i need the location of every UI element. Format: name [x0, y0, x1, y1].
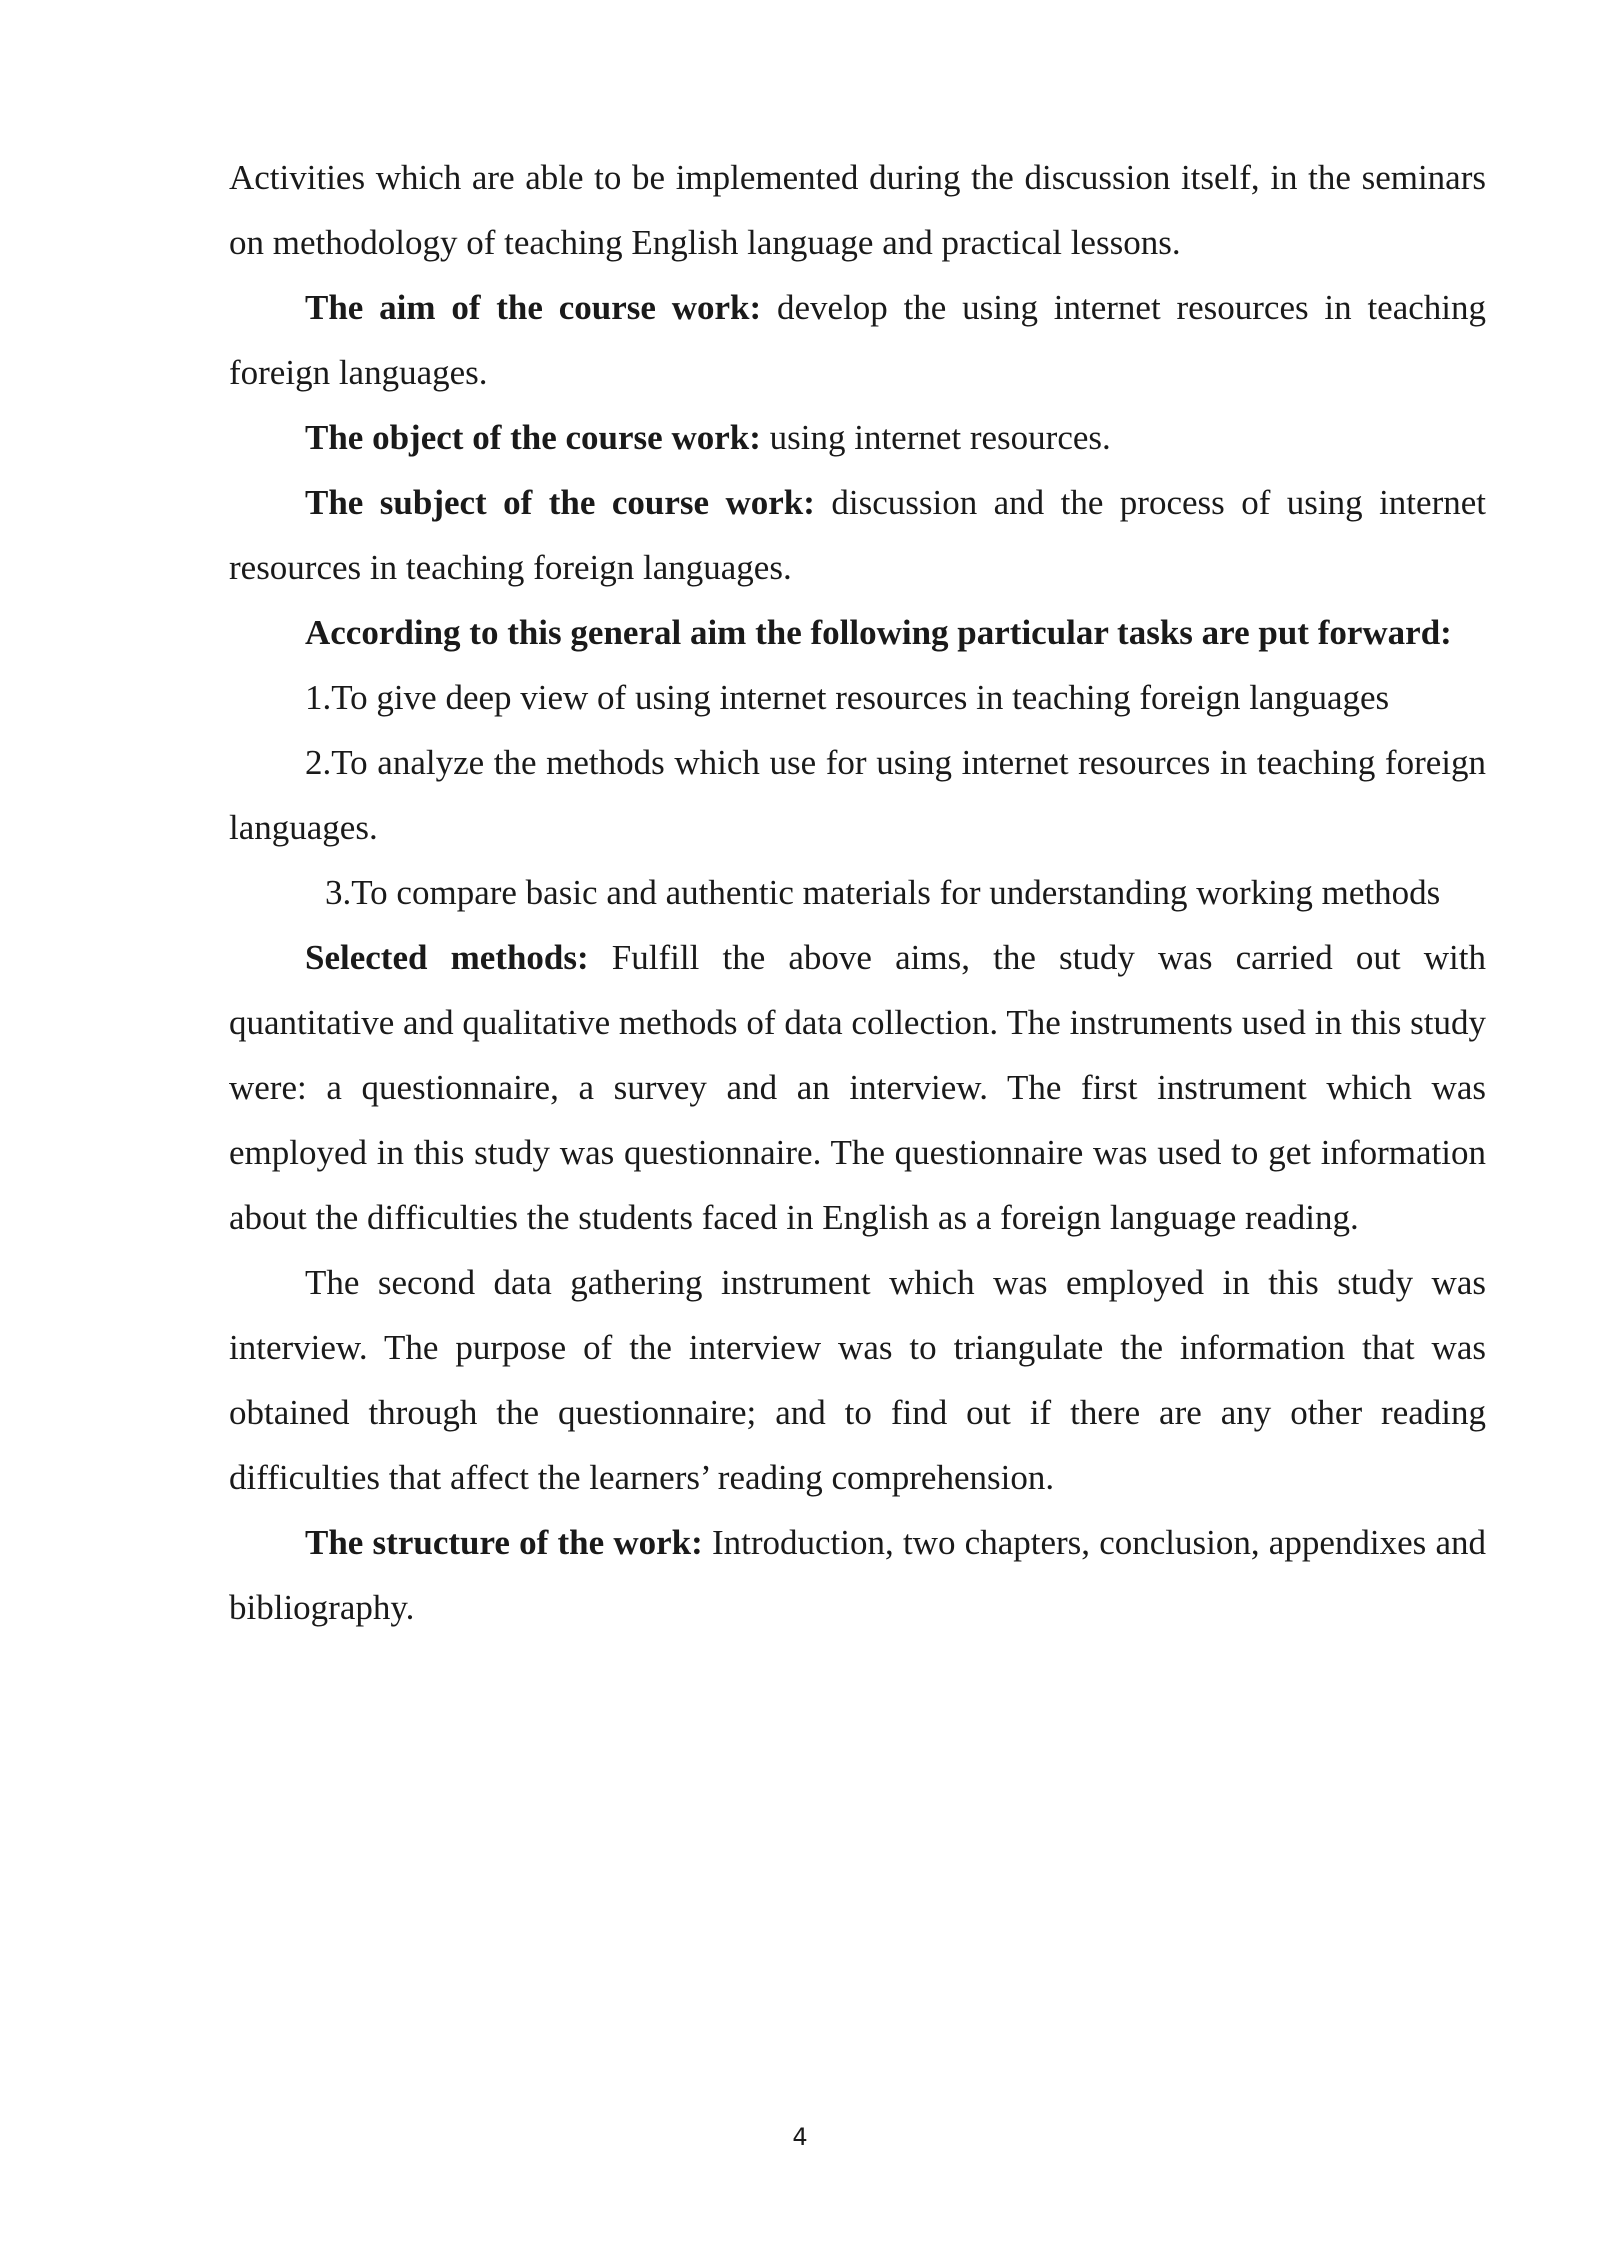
- task-item-3: [229, 860, 1486, 925]
- paragraph-object: [229, 405, 1486, 470]
- structure-text: Introduction, two chapters, conclusion, appendixes and bibliography.: [229, 1523, 1486, 1627]
- second-instrument-text: The second data gathering instrument which was employed in this study was interview. The purpose of the interview was to triangulate the information that was obtained through the questionnaire; and to find out if there are any other reading difficulties that affect the learners’ reading comprehension.: [229, 1263, 1486, 1497]
- task-item-2: [229, 730, 1486, 860]
- methods-text: Fulfill the above aims, the study was carried out with quantitative and qualitative methods of data collection. The instruments used in this study were: a questionnaire, a survey and an interview. The first instrument which was employed in this study was questionnaire. The questionnaire was used to get information about the difficulties the students faced in English as a foreign language reading.: [229, 938, 1486, 1237]
- methods-heading: Selected methods:: [305, 938, 589, 977]
- page-number: 4: [792, 2123, 808, 2151]
- aim-text: develop the using internet resources in teaching foreign languages.: [229, 288, 1487, 392]
- paragraph-second-instrument: [229, 1250, 1486, 1510]
- paragraph-subject: [229, 470, 1486, 600]
- aim-heading: The aim of the course work:: [305, 288, 762, 327]
- paragraph-text: Activities which are able to be implemented during the discussion itself, in the seminars on methodology of teaching English language and practical lessons.: [229, 158, 1486, 262]
- paragraph-selected-methods: [229, 925, 1486, 1250]
- paragraph-aim: [229, 275, 1486, 405]
- body-text: [229, 145, 1486, 1640]
- subject-heading: The subject of the course work:: [305, 483, 815, 522]
- object-text: using internet resources.: [760, 418, 1111, 457]
- task-1-text: 1.To give deep view of using internet resources in teaching foreign languages: [305, 678, 1390, 717]
- task-item-1: [229, 665, 1486, 730]
- object-heading: The object of the course work:: [305, 418, 761, 457]
- task-3-text: 3.To compare basic and authentic materials for understanding working methods: [325, 873, 1441, 912]
- paragraph-intro-activities: [229, 145, 1486, 275]
- task-2-text: 2.To analyze the methods which use for using internet resources in teaching foreign languages.: [229, 743, 1486, 847]
- structure-heading: The structure of the work:: [305, 1523, 703, 1562]
- tasks-heading: According to this general aim the following particular tasks are put forward:: [305, 613, 1452, 652]
- paragraph-tasks-heading: [229, 600, 1486, 665]
- subject-text: discussion and the process of using internet resources in teaching foreign languages.: [229, 483, 1486, 587]
- paragraph-structure: [229, 1510, 1486, 1640]
